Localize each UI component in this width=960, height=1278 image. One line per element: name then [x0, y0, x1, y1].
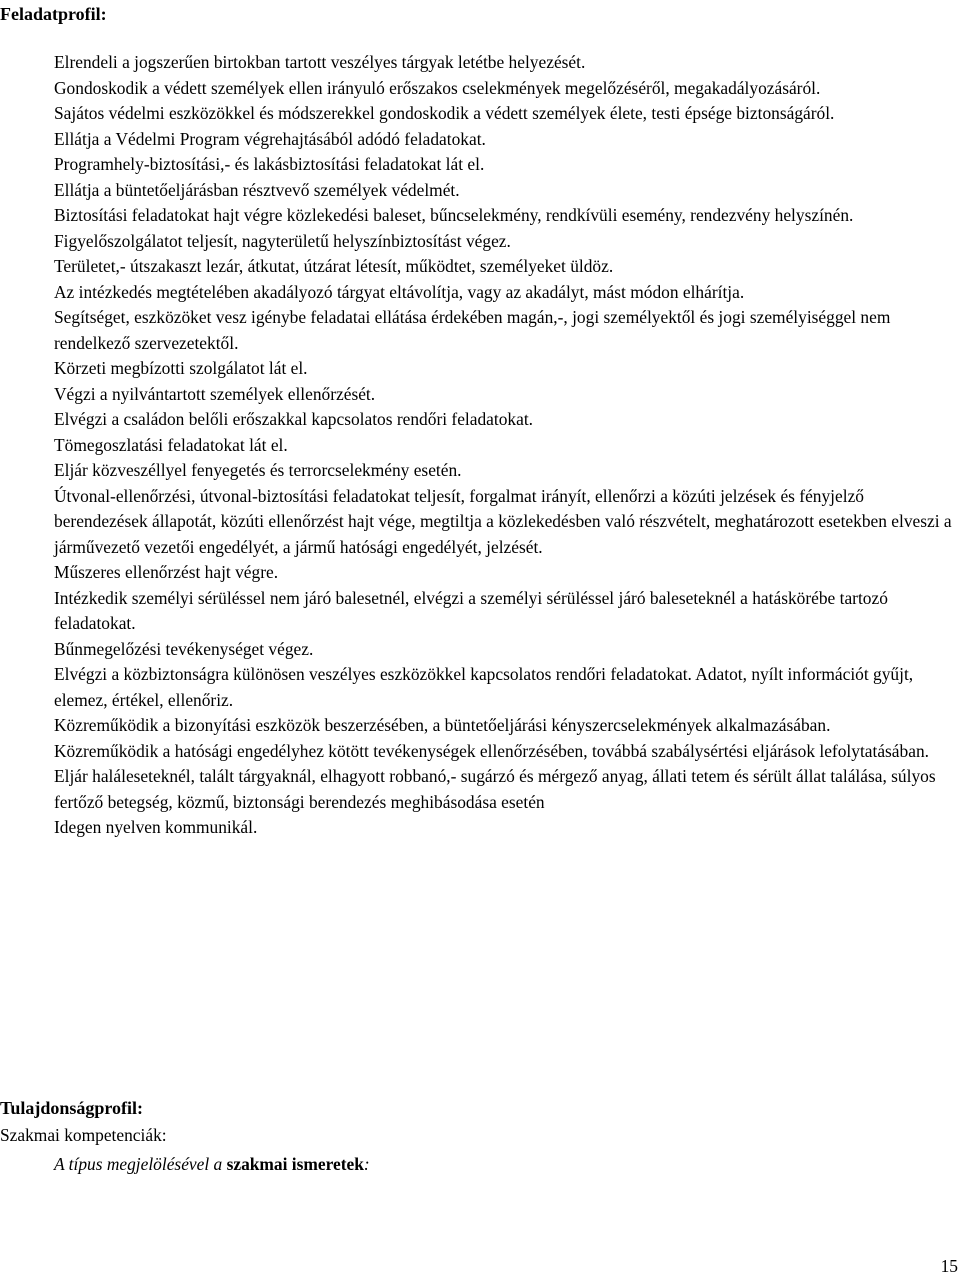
- duty-item: Bűnmegelőzési tevékenységet végez.: [54, 638, 314, 659]
- duty-item: Figyelőszolgálatot teljesít, nagyterületű helyszínbiztosítást végez.: [54, 230, 511, 251]
- duty-item: Ellátja a Védelmi Program végrehajtásából adódó feladatokat.: [54, 128, 486, 149]
- duty-item: Biztosítási feladatokat hajt végre közlekedési baleset, bűncselekmény, rendkívüli esemény, rendezvény helyszínén.: [54, 205, 854, 225]
- type-line-part2: szakmai ismeretek: [226, 1154, 364, 1174]
- duty-item: Intézkedik személyi sérüléssel nem járó balesetnél, elvégzi a személyi sérüléssel járó baleseteknél a hatáskörébe tartozó feladatokat.: [54, 587, 888, 633]
- competencies-subheading: Szakmai kompetenciák:: [0, 1125, 167, 1145]
- duty-item: Műszeres ellenőrzést hajt végre.: [54, 562, 279, 582]
- duty-item: Eljár közveszéllyel fenyegetés és terrorcselekmény esetén.: [54, 460, 462, 480]
- tulajdonsagprofil-heading: Tulajdonságprofil:: [0, 1098, 144, 1118]
- duty-item: Elvégzi a családon belőli erőszakkal kapcsolatos rendőri feladatokat.: [54, 409, 534, 429]
- duty-item: Eljár haláleseteknél, talált tárgyaknál, elhagyott robbanó,- sugárzó és mérgező anyag, állati tetem és sérült állat találása, súlyos fertőző betegség, közmű, biztonsági berendezés meghibásodása esetén: [54, 766, 936, 812]
- duty-item: Segítséget, eszközöket vesz igénybe feladatai ellátása érdekében magán,-, jogi személyektől és jogi személyiséggel nem rendelkező szervezetektől.: [54, 307, 891, 353]
- duty-item: Idegen nyelven kommunikál.: [54, 817, 258, 837]
- duty-item: Ellátja a büntetőeljárásban résztvevő személyek védelmét.: [54, 179, 460, 200]
- duty-item: Területet,- útszakaszt lezár, átkutat, útzárat létesít, működtet, személyeket üldöz.: [54, 256, 614, 276]
- feladatprofil-heading: Feladatprofil:: [0, 4, 107, 24]
- duty-item: Sajátos védelmi eszközökkel és módszerekkel gondoskodik a védett személyek élete, testi épsége biztonságáról.: [54, 103, 835, 123]
- duty-list: [54, 50, 960, 841]
- type-line-part3: :: [363, 1154, 370, 1174]
- duty-item: Programhely-biztosítási,- és lakásbiztosítási feladatokat lát el.: [54, 154, 485, 174]
- duty-item: Tömegoszlatási feladatokat lát el.: [54, 434, 288, 455]
- duty-item: Az intézkedés megtételében akadályozó tárgyat eltávolítja, vagy az akadályt, mást módon elhárítja.: [54, 281, 745, 302]
- duty-item: Gondoskodik a védett személyek ellen irányuló erőszakos cselekmények megelőzéséről, megakadályozásáról.: [54, 77, 821, 98]
- duty-item: Útvonal-ellenőrzési, útvonal-biztosítási feladatokat teljesít, forgalmat irányít, ellenőrzi a közúti jelzések és fényjelző berendezések állapotát, közúti ellenőrzést hajt vége, megtiltja a közlekedésben való részvételt, meghatározott esetekben elveszi a járművezető vezetői engedélyét, a jármű hatósági engedélyét, jelzését.: [54, 485, 952, 557]
- duty-item: Elvégzi a közbiztonságra különösen veszélyes eszközökkel kapcsolatos rendőri feladatokat. Adatot, nyílt információt gyűjt, elemez, értékel, ellenőriz.: [54, 664, 914, 710]
- duty-item: Közreműködik a bizonyítási eszközök beszerzésében, a büntetőeljárási kényszercselekmények alkalmazásában.: [54, 715, 831, 735]
- page-number: 15: [940, 1256, 958, 1276]
- duty-item: Körzeti megbízotti szolgálatot lát el.: [54, 358, 308, 378]
- type-designation-line: [54, 1151, 370, 1177]
- duty-item: Közreműködik a hatósági engedélyhez kötött tevékenységek ellenőrzésében, továbbá szabálysértési eljárások lefolytatásában.: [54, 740, 929, 761]
- type-line-part1: A típus megjelölésével a: [54, 1154, 227, 1174]
- duty-item: Végzi a nyilvántartott személyek ellenőrzését.: [54, 383, 376, 404]
- duty-item: Elrendeli a jogszerűen birtokban tartott veszélyes tárgyak letétbe helyezését.: [54, 52, 586, 72]
